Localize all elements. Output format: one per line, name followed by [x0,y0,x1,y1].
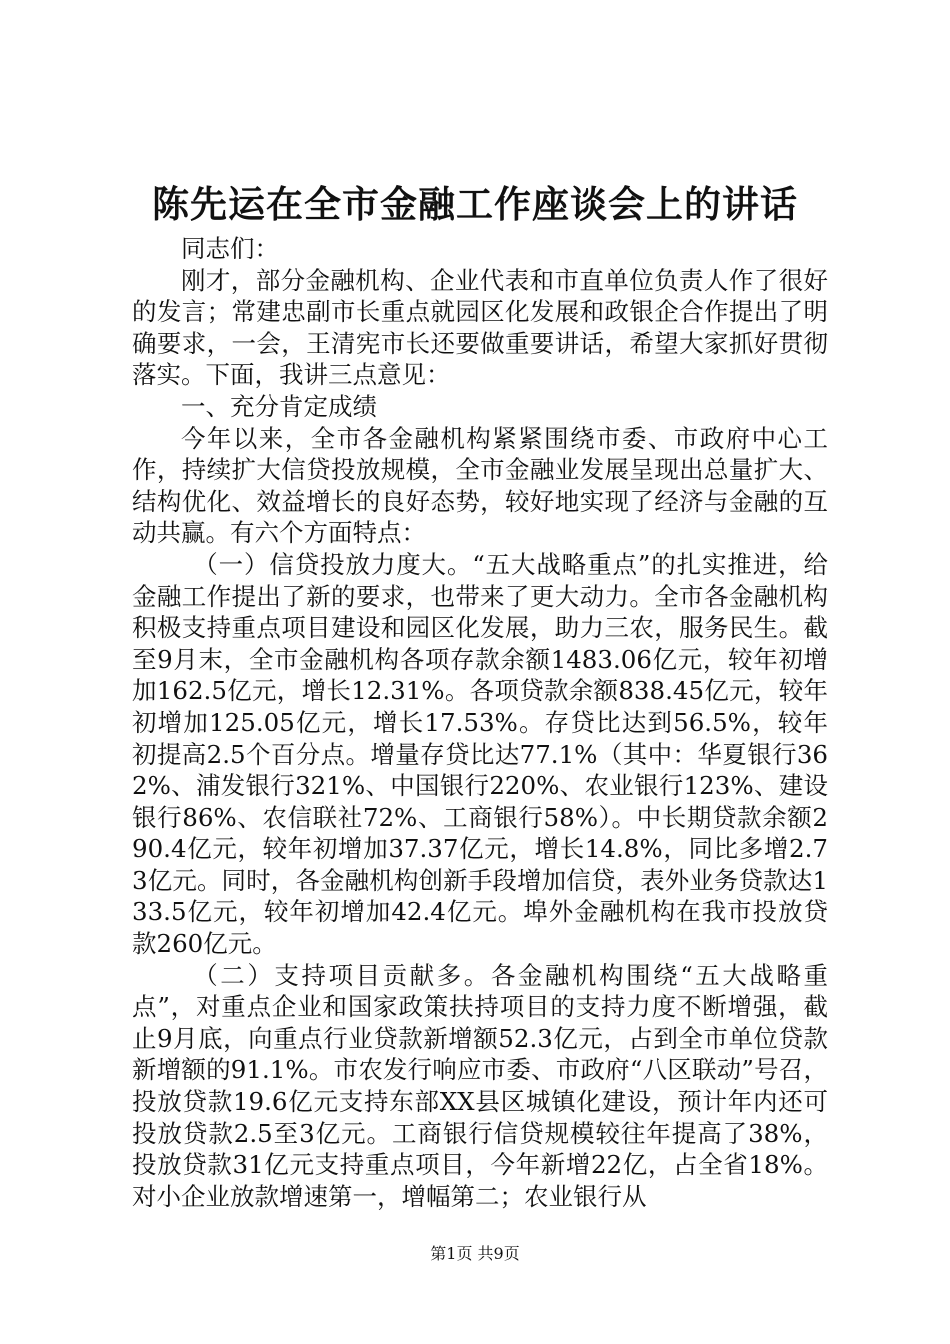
subsection-paragraph: （二）支持项目贡献多。各金融机构围绕“五大战略重点”，对重点企业和国家政策扶持项目的支持力度不断增强，截止9月底，向重点行业贷款新增额52.3亿元，占到全市单位贷款新增额的91.1%。市农发行响应市委、市政府“八区联动”号召，投放贷款19.6亿元支持东部XX县区城镇化建设，预计年内还可投放贷款2.5至3亿元。工商银行信贷规模较往年提高了38%，投放贷款31亿元支持重点项目，今年新增22亿，占全省18%。对小企业放款增速第一，增幅第二；农业银行从 [132,960,828,1211]
page-number-footer: 第1页 共9页 [430,1244,520,1263]
body-paragraph: 今年以来，全市各金融机构紧紧围绕市委、市政府中心工作，持续扩大信贷投放规模，全市金融业发展呈现出总量扩大、结构优化、效益增长的良好态势，较好地实现了经济与金融的互动共赢。有六个方面特点： [132,423,828,548]
opening-paragraph: 刚才，部分金融机构、企业代表和市直单位负责人作了很好的发言；常建忠副市长重点就园区化发展和政银企合作提出了明确要求，一会，王清宪市长还要做重要讲话，希望大家抓好贯彻落实。下面，我讲三点意见： [132,265,828,390]
document-body [132,233,828,1212]
subsection-paragraph: （一）信贷投放力度大。“五大战略重点”的扎实推进，给金融工作提出了新的要求，也带来了更大动力。全市各金融机构积极支持重点项目建设和园区化发展，助力三农，服务民生。截至9月末，全市金融机构各项存款余额1483.06亿元，较年初增加162.5亿元，增长12.31%。各项贷款余额838.45亿元，较年初增加125.05亿元，增长17.53%。存贷比达到56.5%，较年初提高2.5个百分点。增量存贷比达77.1%（其中：华夏银行362%、浦发银行321%、中国银行220%、农业银行123%、建设银行86%、农信联社72%、工商银行58%）。中长期贷款余额290.4亿元，较年初增加37.37亿元，增长14.8%，同比多增2.73亿元。同时，各金融机构创新手段增加信贷，表外业务贷款达133.5亿元，较年初增加42.4亿元。埠外金融机构在我市投放贷款260亿元。 [132,549,828,959]
document-title: 陈先运在全市金融工作座谈会上的讲话 [152,182,798,226]
salutation-paragraph: 同志们： [181,234,279,263]
section-heading: 一、充分肯定成绩 [181,391,377,421]
